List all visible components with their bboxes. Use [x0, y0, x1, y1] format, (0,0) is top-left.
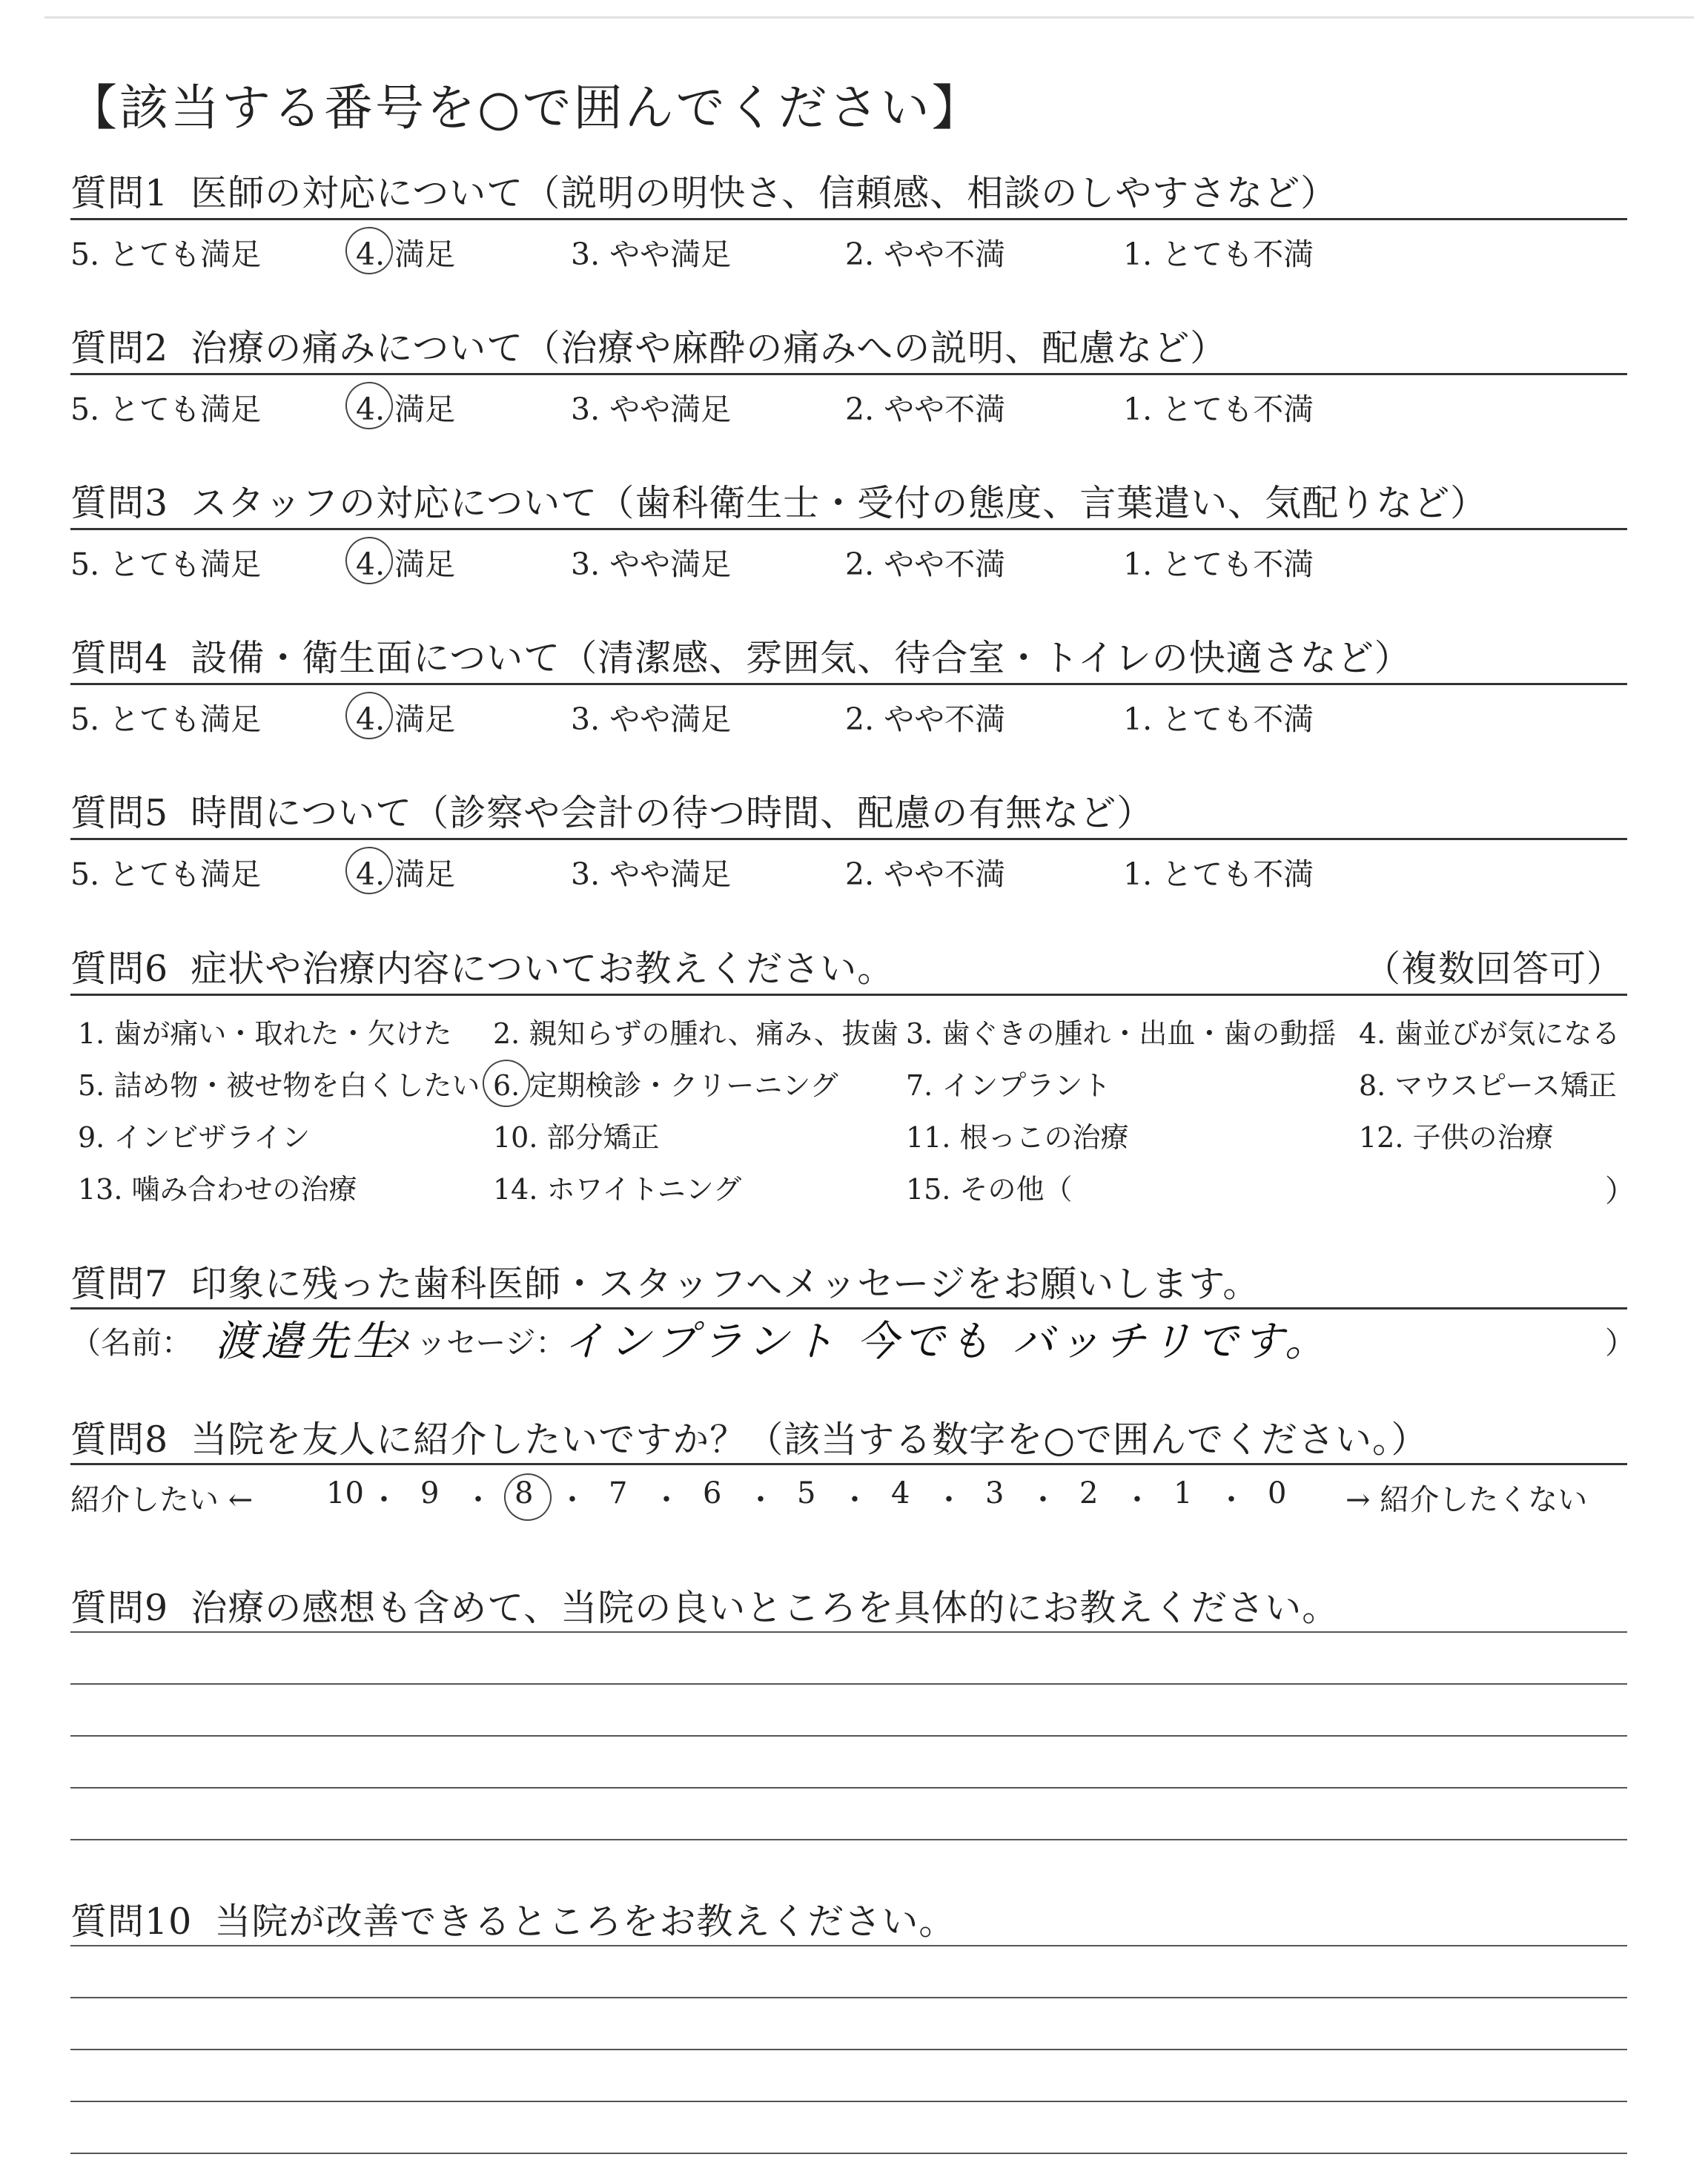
- symptom-option[interactable]: 1. 歯が痛い・取れた・欠けた: [78, 1017, 452, 1050]
- rating-option[interactable]: 5. とても満足: [70, 701, 262, 737]
- selected-circle: 4. 満足: [356, 540, 455, 584]
- rating-option[interactable]: 2. やや不満: [845, 237, 1006, 272]
- answer-line[interactable]: [70, 1787, 1627, 1789]
- rating-option[interactable]: 5. とても満足: [70, 392, 262, 427]
- question-text: 治療の感想も含めて、当院の良いところを具体的にお教えください。: [191, 1587, 1340, 1629]
- answer-line[interactable]: [70, 1839, 1627, 1840]
- rating-option[interactable]: 1. とても不満: [1123, 701, 1314, 737]
- selected-circle: 6. 定期検診・クリーニング: [493, 1063, 838, 1103]
- question-text: スタッフの対応について（歯科衛生士・受付の態度、言葉遣い、気配りなど）: [191, 482, 1488, 524]
- symptom-option[interactable]: 7. インプラント: [906, 1069, 1111, 1102]
- recommend-score[interactable]: 3: [985, 1476, 1004, 1510]
- recommend-score[interactable]: 1: [1174, 1476, 1193, 1510]
- rating-option[interactable]: 2. やや不満: [845, 546, 1006, 582]
- handwritten-message: インプラント 今でも バッチリです。: [563, 1318, 1331, 1366]
- rating-option[interactable]: 3. やや満足: [571, 701, 732, 737]
- question-number: 質問9: [70, 1587, 169, 1629]
- rating-option[interactable]: 1. とても不満: [1123, 237, 1314, 272]
- rating-option[interactable]: 2. やや不満: [845, 392, 1006, 427]
- question-rule: [70, 838, 1627, 840]
- recommend-score[interactable]: 2: [1079, 1476, 1099, 1510]
- symptom-option[interactable]: 10. 部分矯正: [493, 1121, 660, 1154]
- message-close-paren: ）: [1605, 1325, 1635, 1361]
- selected-circle: 4. 満足: [356, 385, 455, 429]
- score-separator: ・: [369, 1483, 399, 1517]
- symptom-option[interactable]: 13. 噛み合わせの治療: [78, 1173, 357, 1206]
- score-separator: ・: [840, 1483, 870, 1517]
- rating-option[interactable]: 2. やや不満: [845, 856, 1006, 892]
- scan-top-edge: [44, 16, 1694, 19]
- score-separator: ・: [1028, 1483, 1058, 1517]
- recommend-score[interactable]: 0: [1268, 1476, 1287, 1510]
- multi-answer-note: （複数回答可）: [1364, 948, 1624, 990]
- question-number: 質問3: [70, 482, 169, 524]
- score-separator: ・: [1217, 1483, 1246, 1517]
- rating-option[interactable]: 5. とても満足: [70, 237, 262, 272]
- question-text: 医師の対応について（説明の明快さ、信頼感、相談のしやすさなど）: [191, 172, 1338, 214]
- question-text: 設備・衛生面について（清潔感、雰囲気、待合室・トイレの快適さなど）: [191, 637, 1411, 679]
- answer-line[interactable]: [70, 1945, 1627, 1946]
- question-title: [70, 630, 1411, 681]
- answer-line[interactable]: [70, 1735, 1627, 1737]
- question-title: [70, 1579, 1339, 1631]
- rating-option[interactable]: 5. とても満足: [70, 546, 262, 582]
- question-number: 質問8: [70, 1418, 169, 1461]
- question-text: 時間について（診察や会計の待つ時間、配慮の有無など）: [191, 792, 1154, 834]
- recommend-score[interactable]: 4: [891, 1476, 910, 1510]
- answer-line[interactable]: [70, 1631, 1627, 1633]
- symptom-option[interactable]: 8. マウスピース矯正: [1359, 1069, 1617, 1102]
- rating-option[interactable]: 3. やや満足: [571, 237, 732, 272]
- question-title: [70, 475, 1487, 526]
- selected-circle: 8: [514, 1476, 534, 1510]
- question-text: 当院を友人に紹介したいですか？（該当する数字を○で囲んでください。）: [191, 1418, 1429, 1461]
- question-title: [70, 320, 1227, 371]
- rating-option[interactable]: 2. やや不満: [845, 701, 1006, 737]
- score-separator: ・: [1122, 1483, 1152, 1517]
- question-number: 質問10: [70, 1900, 193, 1943]
- symptom-option[interactable]: 3. 歯ぐきの腫れ・出血・歯の動揺: [906, 1017, 1337, 1050]
- question-number: 質問1: [70, 172, 169, 214]
- symptom-option[interactable]: 4. 歯並びが気になる: [1359, 1017, 1621, 1050]
- selected-circle: 4. 満足: [356, 230, 455, 274]
- question-rule: [70, 528, 1627, 530]
- rating-option[interactable]: 3. やや満足: [571, 392, 732, 427]
- rating-option[interactable]: 5. とても満足: [70, 856, 262, 892]
- question-number: 質問7: [70, 1263, 169, 1305]
- question-number: 質問4: [70, 637, 169, 679]
- symptom-option[interactable]: 14. ホワイトニング: [493, 1173, 742, 1206]
- question-rule: [70, 994, 1627, 996]
- symptom-option[interactable]: 12. 子供の治療: [1359, 1121, 1554, 1154]
- question-text: 症状や治療内容についてお教えください。: [191, 948, 895, 990]
- question-title: [70, 1893, 956, 1945]
- question-title: [70, 1255, 1260, 1307]
- question-rule: [70, 218, 1627, 220]
- recommend-left-label: 紹介したい ←: [70, 1483, 254, 1517]
- other-close-paren: ）: [1605, 1173, 1635, 1209]
- rating-option[interactable]: [356, 695, 455, 739]
- answer-line[interactable]: [70, 1997, 1627, 1998]
- rating-option[interactable]: 1. とても不満: [1123, 392, 1314, 427]
- rating-option[interactable]: 1. とても不満: [1123, 856, 1314, 892]
- question-number: 質問6: [70, 948, 169, 990]
- symptom-option[interactable]: 9. インビザライン: [78, 1121, 311, 1154]
- instruction-heading: 【該当する番号を○で囲んでください】: [68, 79, 983, 136]
- rating-option[interactable]: [356, 540, 455, 584]
- recommend-score[interactable]: 5: [797, 1476, 816, 1510]
- selected-circle: 4. 満足: [356, 850, 455, 894]
- question-rule: [70, 683, 1627, 685]
- recommend-score[interactable]: 9: [420, 1476, 440, 1510]
- question-text: 当院が改善できるところをお教えください。: [214, 1900, 956, 1943]
- symptom-option[interactable]: 5. 詰め物・被せ物を白くしたい: [78, 1069, 480, 1102]
- question-text: 印象に残った歯科医師・スタッフへメッセージをお願いします。: [191, 1263, 1260, 1305]
- question-number: 質問2: [70, 327, 169, 369]
- answer-line[interactable]: [70, 2049, 1627, 2050]
- question-title: [70, 1411, 1428, 1463]
- rating-option[interactable]: 1. とても不満: [1123, 546, 1314, 582]
- recommend-score[interactable]: 10: [326, 1476, 364, 1510]
- rating-option[interactable]: [356, 230, 455, 274]
- score-separator: ・: [463, 1483, 493, 1517]
- recommend-score[interactable]: 6: [703, 1476, 722, 1510]
- score-separator: ・: [746, 1483, 775, 1517]
- rating-option[interactable]: [356, 850, 455, 894]
- question-rule: [70, 1463, 1627, 1465]
- answer-line[interactable]: [70, 1683, 1627, 1685]
- recommend-right-label: → 紹介したくない: [1345, 1483, 1588, 1517]
- rating-option[interactable]: [356, 385, 455, 429]
- question-title: [70, 940, 894, 992]
- handwritten-name: 渡邉先生: [215, 1318, 399, 1366]
- recommend-score[interactable]: [514, 1476, 533, 1510]
- recommend-score[interactable]: 7: [609, 1476, 628, 1510]
- question-title: [70, 785, 1153, 836]
- rating-option[interactable]: 3. やや満足: [571, 546, 732, 582]
- question-title: [70, 165, 1337, 217]
- symptom-option[interactable]: [493, 1063, 838, 1103]
- question-number: 質問5: [70, 792, 169, 834]
- answer-line[interactable]: [70, 2153, 1627, 2154]
- score-separator: ・: [652, 1483, 681, 1517]
- question-rule: [70, 373, 1627, 375]
- score-separator: ・: [934, 1483, 964, 1517]
- selected-circle: 4. 満足: [356, 695, 455, 739]
- symptom-option[interactable]: 15. その他（: [906, 1173, 1073, 1206]
- message-label: メッセージ：: [385, 1325, 566, 1361]
- answer-line[interactable]: [70, 2101, 1627, 2102]
- score-separator: ・: [557, 1483, 587, 1517]
- symptom-option[interactable]: 2. 親知らずの腫れ、痛み、抜歯: [493, 1017, 898, 1050]
- question-text: 治療の痛みについて（治療や麻酔の痛みへの説明、配慮など）: [191, 327, 1228, 369]
- symptom-option[interactable]: 11. 根っこの治療: [906, 1121, 1129, 1154]
- name-label: （名前：: [70, 1325, 192, 1361]
- rating-option[interactable]: 3. やや満足: [571, 856, 732, 892]
